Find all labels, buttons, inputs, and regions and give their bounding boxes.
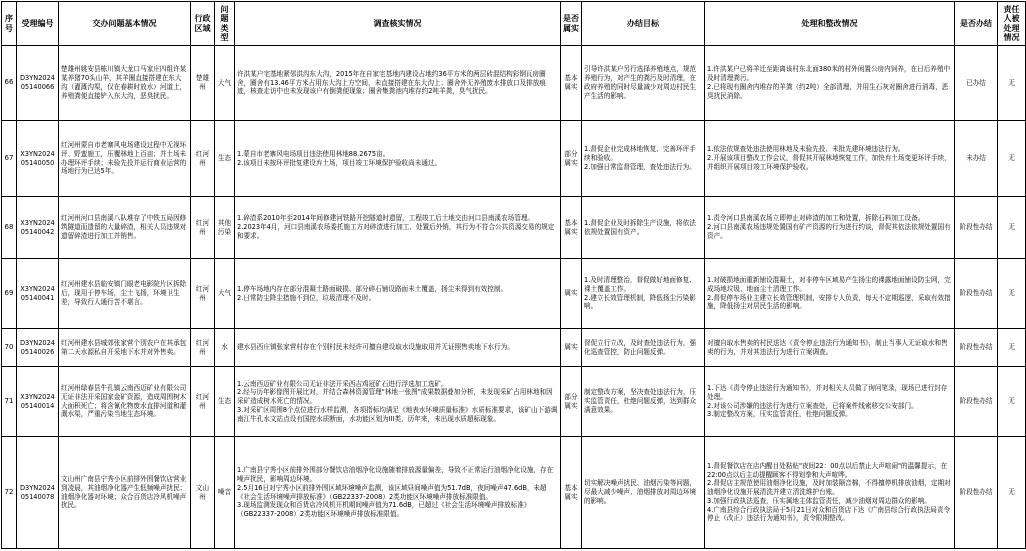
cell-person: 无 bbox=[998, 367, 1026, 437]
cell-status: 已办结 bbox=[955, 46, 998, 121]
cell-seq: 67 bbox=[2, 121, 17, 197]
cell-person: 无 bbox=[998, 197, 1026, 259]
cell-verified: 属实 bbox=[561, 329, 582, 367]
table-row bbox=[2, 367, 1026, 437]
cell-seq: 72 bbox=[2, 437, 17, 549]
cell-verified: 部分属实 bbox=[561, 121, 582, 197]
cell-seq: 69 bbox=[2, 259, 17, 329]
cell-code: D3YN202405140026 bbox=[17, 329, 59, 367]
cell-code: X3YN202405140050 bbox=[17, 121, 59, 197]
cell-finding: 1.云南西迈矿业有限公司无证非法开采西吉鸡冠矿石进行浮选加工选矿。 2.经与历年影像图开展比对，并结合森林资源管理"林地一张图"成果数据叠加分析，未发现采矿占用林地和因采矿造成树木死亡的情况。 3.对采矿区周围8个点位进行水样监测，各项指标均满足《地表水环境质量标准》水质标准要求，该矿山下游调南江牛孔水文站点设有国控水质断面，水功能区划为III类，历年来，未出现水质超标现象。 bbox=[235, 367, 561, 437]
cell-finding: 1.停车场地内存在部分混凝土路面破损、部分碎石铺设路面未土覆盖，扬尘未得到有效控制。 2.日常防尘降尘措施不到位，垃圾清理不及时。 bbox=[235, 259, 561, 329]
cell-issue: 文山州广南县宁秀小区前排外围餐饮店营业到凌晨，其油烟净化器产生低频噪声扰民；油烟净化器对环境；众合百货店冷风机噪声扰民。 bbox=[59, 437, 191, 549]
cell-goal: 1.督促企业完成林地恢复、完善环评手续和验收。 2.加强日常监督管理，查处违法行为。 bbox=[582, 121, 705, 197]
cell-status: 阶段性办结 bbox=[955, 367, 998, 437]
cell-code: X3YN202405140014 bbox=[17, 367, 59, 437]
cell-issue: 红河州建水县临安镇门眼老电影院片区拆除后，现用于停车场，尘土飞扬，环境卫生差，导致行人通行苦不堪言。 bbox=[59, 259, 191, 329]
cell-goal: 引导许洪某户另行选择养殖地点，规范养殖行为，对产生的粪污及时清理，在政府养殖的同时尽量减少对周边村民生产生活的影响。 bbox=[582, 46, 705, 121]
cell-issue: 红河州绿春县牛孔镇云南西迈矿业有限公司无证非法开采国家金矿资源，造成周围树木大面积死亡；将含氰化物废水直排河道和灌溉水渠，严重污染当地生态环境。 bbox=[59, 367, 191, 437]
cell-person: 无 bbox=[998, 329, 1026, 367]
cell-finding: 建水县西庄镇张家营村存在个别村民未经许可擅自建设取水设施取用并无证照售卖地下水行为。 bbox=[235, 329, 561, 367]
cell-area: 文山州 bbox=[191, 437, 215, 549]
cell-seq: 70 bbox=[2, 329, 17, 367]
cell-area: 红河州 bbox=[191, 329, 215, 367]
header-rectify: 处理和整改情况 bbox=[705, 2, 955, 46]
cell-verified: 部分属实 bbox=[561, 367, 582, 437]
cell-code: D3YN202405140078 bbox=[17, 437, 59, 549]
header-verified: 是否属实 bbox=[561, 2, 582, 46]
cell-rectify: 1.对破损地面重新铺设混凝土，对非停车区域易产生扬尘的裸露地面铺设防尘网，完成场地垃圾、地面尘土清理工作。 2.督促停车场业主建立长效管理机制，安排专人负责，每天不定期巡逻，采取有效措施，降低扬尘对居民生活的影响。 bbox=[705, 259, 955, 329]
cell-person: 无 bbox=[998, 259, 1026, 329]
cell-goal: 1.及时清理整治，督促做好地面修复、裸土覆盖工作。 2.建立长效管理机制，降低扬尘污染影响。 bbox=[582, 259, 705, 329]
cell-rectify: 对擅自取水售卖的村民送达《责令停止违法行为通知书》，制止当事人无证取水和售卖的行为，并对其违法行为进行立案调查。 bbox=[705, 329, 955, 367]
table-row bbox=[2, 259, 1026, 329]
cell-finding: 1.碎渣系2010年至2014年间修建河铁路开挖隧道时遗留，工程竣工后土地交由河口县南溪农场管理。 2.2023年4月，河口县南溪农场委托施工方对碎渣进行加工、处置后外销，其行为不符合公共资源交易的规定和要求。 bbox=[235, 197, 561, 259]
cell-status: 阶段性办结 bbox=[955, 437, 998, 549]
cell-finding: 1.广南县宁秀小区前排外围部分餐饮店油烟净化设施随着排放源量偏差，导致不正常运行油烟净化设施，存在噪声扰民，影响周边环境。 2.5月16日对宁秀小区前排外围区域环境噪声监测，该区域昼间噪声值为51.7dB，夜间噪声47.6dB，未超《社会生活环境噪声排放标准》（GB22337-2008）2类功能区环境噪声排放标准限值。 3.现场监测发现众和百货店冷风机开机期间噪声值为71.6dB，已超过《社会生活环境噪声排放标准》（GB22337-2008）2类功能区环境噪声排放标准限值。 bbox=[235, 437, 561, 549]
cell-verified: 基本属实 bbox=[561, 437, 582, 549]
header-finding: 调查核实情况 bbox=[235, 2, 561, 46]
header-code: 受理编号 bbox=[17, 2, 59, 46]
header-area: 行政区域 bbox=[191, 2, 215, 46]
header-status: 是否办结 bbox=[955, 2, 998, 46]
cell-area: 红河州 bbox=[191, 197, 215, 259]
cell-seq: 68 bbox=[2, 197, 17, 259]
cell-area: 红河州 bbox=[191, 367, 215, 437]
cell-code: X3YN202405140042 bbox=[17, 197, 59, 259]
cell-type: 生态 bbox=[215, 121, 235, 197]
cell-issue: 红河州建水县城郊张家营个别农户在其承包第二天水源私自开采地下水并对外售卖。 bbox=[59, 329, 191, 367]
cell-code: X3YN202405140041 bbox=[17, 259, 59, 329]
cell-person: 无 bbox=[998, 46, 1026, 121]
cell-status: 阶段性办结 bbox=[955, 329, 998, 367]
cell-finding: 1.蒙自市老寨风电场项目违法使用林地88.2675亩。 2.该项目未按环评批复建设弃土场，项目竣工环境保护验收尚未通过。 bbox=[235, 121, 561, 197]
cell-area: 楚雄州 bbox=[191, 46, 215, 121]
cell-seq: 66 bbox=[2, 46, 17, 121]
table-row bbox=[2, 329, 1026, 367]
cell-goal: 制定整改方案，坚决查处违法行为，压实监管责任，杜绝问题反弹，达到群众满意效果。 bbox=[582, 367, 705, 437]
header-issue: 交办问题基本情况 bbox=[59, 2, 191, 46]
cell-issue: 楚雄州姚安县栋川镇大龙口马家庄四组许某某养猪70头山羊，其羊圈直接搭建在东大沟（灌溉沟渠，仅在春耕时放水）河道上，养殖粪便直接铲入东大沟，恶臭扰民。 bbox=[59, 46, 191, 121]
cell-status: 阶段性办结 bbox=[955, 259, 998, 329]
cell-type: 水 bbox=[215, 329, 235, 367]
header-goal: 办结目标 bbox=[582, 2, 705, 46]
table-header-row bbox=[2, 2, 1026, 46]
cell-person: 无 bbox=[998, 437, 1026, 549]
cell-verified: 基本属实 bbox=[561, 197, 582, 259]
cell-rectify: 1.依法依规查处违法使用林地及未验先投、未批先建环境违法行为。 2.开展该项目整改工作会议，督促其开展林地恢复工作，加快弃土场变更环评手续，并组织开展项目竣工环境保护验收。 bbox=[705, 121, 955, 197]
cell-goal: 督促立行立改，及时查处违法行为，强化巡查管控，防止问题反弹。 bbox=[582, 329, 705, 367]
header-seq: 序号 bbox=[2, 2, 17, 46]
cell-rectify: 1.许洪某户已将羊迁至距离该村东北面380米的村外闲置公房内饲养，在日后养殖中及时清理粪污。 2.已将现有圈舍内堆存的羊粪（约2吨）全部清理，并用生石灰对圈舍进行消毒，恶臭扰民消除。 bbox=[705, 46, 955, 121]
table-row bbox=[2, 46, 1026, 121]
table-row bbox=[2, 197, 1026, 259]
cell-status: 未办结 bbox=[955, 121, 998, 197]
cell-type: 噪音 bbox=[215, 437, 235, 549]
table-row bbox=[2, 437, 1026, 549]
cell-verified: 基本属实 bbox=[561, 46, 582, 121]
cell-issue: 红河州河口县南溪八队堆存了中铁五局因修筑隧道而遗留的大量碎渣，相关人员违规对遗留碎渣进行加工并销售。 bbox=[59, 197, 191, 259]
cell-type: 大气 bbox=[215, 259, 235, 329]
cell-area: 红河州 bbox=[191, 259, 215, 329]
complaint-table bbox=[1, 1, 1026, 549]
cell-type: 生态 bbox=[215, 367, 235, 437]
cell-verified: 属实 bbox=[561, 259, 582, 329]
cell-type: 其他污染 bbox=[215, 197, 235, 259]
table-row bbox=[2, 121, 1026, 197]
cell-rectify: 1.督促餐饮店在店内醒目处粘贴"夜间22：00点以后禁止大声喧闹"的温馨提示，在22:00点以后主动提醒顾客不得划拳和大声喧哗。 2.督促店主规范使用油烟净化设施，及时加装隔音棉，不得擅停机排放油烟，定期对油烟净化设施开展清洗并建立清洗维护台账。 3.加强行政执法巡查，压实属地主体监管责任，减少油烟对周边群众的影响。 4.广南县综合行政执法局于5月21日对众和百货店下达《广南县综合行政执法局责令停止（改正）违法行为通知书》，责令限期整改。 bbox=[705, 437, 955, 549]
cell-rectify: 1.下达《责令停止违法行为通知书》，并对相关人员做了询问笔录，现场已进行封存处理。 2.对该公司涉嫌的违法行为进行立案查处，已将案件线索移交公安部门。 3.制定整改方案，压实监管责任，杜绝问题反弹。 bbox=[705, 367, 955, 437]
cell-person: 无 bbox=[998, 121, 1026, 197]
cell-status: 阶段性办结 bbox=[955, 197, 998, 259]
cell-type: 大气 bbox=[215, 46, 235, 121]
header-type: 问题类型 bbox=[215, 2, 235, 46]
cell-rectify: 1.责令河口县南溪农场立即停止对碎渣的加工和处置，拆除石料加工设备。 2.河口县南溪农场违规处置国有矿产资源的行为进行约谈，督促其依法依规处置国有资产。 bbox=[705, 197, 955, 259]
cell-seq: 71 bbox=[2, 367, 17, 437]
cell-goal: 切实解决噪声扰民、油烟污染等问题，尽最大减少噪声、油烟排放对周边环境的影响。 bbox=[582, 437, 705, 549]
cell-goal: 1.督促企业及时拆除生产设施，将依法依规处置国有资产。 bbox=[582, 197, 705, 259]
cell-area: 红河州 bbox=[191, 121, 215, 197]
cell-code: D3YN202405140066 bbox=[17, 46, 59, 121]
cell-finding: 许洪某户宅基地紧邻洪沟东大沟，2015年在自家宅基地内建设占地约36平方米的两层砖混结构彩钢瓦房圈舍，圈舍有13.46平方米占用东大沟上方空间，未直接搭建在东大沟上；圈舍外无养殖废水排放口及排放痕迹，核查走访中也未发现该户有倒粪便现象；圈舍集粪池内堆存约2吨羊粪，臭气扰民。 bbox=[235, 46, 561, 121]
header-person: 责任人被处理情况 bbox=[998, 2, 1026, 46]
cell-issue: 红河州蒙自市老寨风电场建设过程中无视环评、野蛮施工，压覆林地上百亩；并土场未办理环评手续；未验先投并运行商业运营的场地行为已达5年。 bbox=[59, 121, 191, 197]
